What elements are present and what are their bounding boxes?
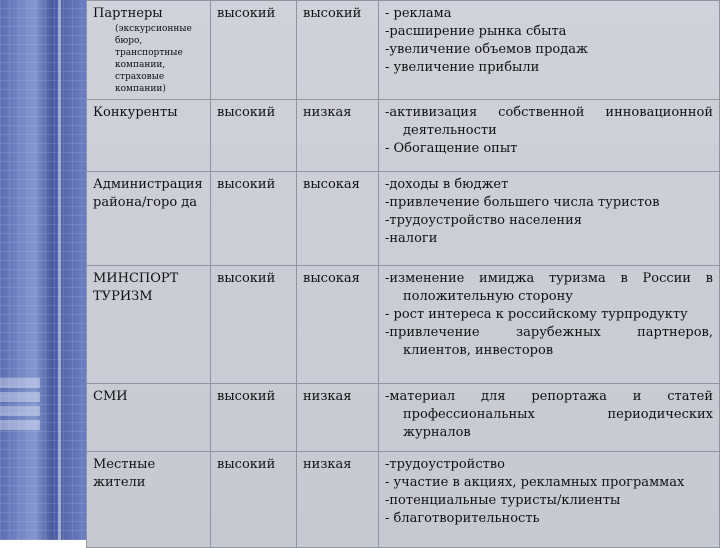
decorative-sidebar	[0, 0, 86, 540]
table-row	[87, 1, 720, 100]
stakeholder-name-cell	[87, 100, 211, 172]
power-cell: высокий	[211, 266, 297, 384]
power-cell: высокий	[211, 172, 297, 266]
effect-item: -налоги	[385, 231, 438, 246]
stakeholder-name: СМИ	[93, 389, 128, 404]
stakeholder-name-cell	[87, 172, 211, 266]
effect-item: - реклама	[385, 6, 452, 21]
effect-item: - благотворительность	[385, 511, 540, 526]
sidebar-block	[0, 392, 40, 402]
effects-cell	[379, 266, 720, 384]
effect-item: -материал для репортажа и статей профессиональных периодических журналов	[385, 389, 713, 440]
effects-cell	[379, 384, 720, 452]
effect-item: -трудоустройство	[385, 457, 505, 472]
stakeholder-name-cell	[87, 266, 211, 384]
table-row	[87, 452, 720, 548]
effect-item: -увеличение объемов продаж	[385, 42, 588, 57]
stakeholder-name-detail: (экскурсионные бюро, транспортные компании, страховые компании)	[115, 24, 192, 94]
table-row	[87, 266, 720, 384]
effect-item: -активизация собственной инновационной деятельности	[385, 105, 713, 138]
table-row	[87, 100, 720, 172]
effect-item: - рост интереса к российскому турпродукту	[385, 307, 688, 322]
interest-cell: низкая	[297, 384, 379, 452]
interest-cell: низкая	[297, 100, 379, 172]
stakeholder-table	[86, 0, 720, 548]
interest-cell: высокий	[297, 1, 379, 100]
stakeholder-name: Администрация района/горо да	[93, 177, 203, 210]
effect-item: - увеличение прибыли	[385, 60, 540, 75]
effect-item: -изменение имиджа туризма в России в положительную сторону	[385, 271, 713, 304]
effect-item: -трудоустройство населения	[385, 213, 582, 228]
interest-cell: высокая	[297, 266, 379, 384]
table-row	[87, 172, 720, 266]
power-cell: высокий	[211, 452, 297, 548]
effect-item: - Обогащение опыт	[385, 141, 518, 156]
effect-item: -доходы в бюджет	[385, 177, 509, 192]
stakeholder-name: МИНСПОРТ ТУРИЗМ	[93, 271, 179, 304]
interest-cell: низкая	[297, 452, 379, 548]
stakeholder-name-cell	[87, 1, 211, 100]
effect-item: -привлечение зарубежных партнеров, клиентов, инвесторов	[385, 325, 713, 358]
stakeholder-name: Конкуренты	[93, 105, 178, 120]
effects-cell	[379, 100, 720, 172]
effects-cell	[379, 172, 720, 266]
table-row	[87, 384, 720, 452]
stakeholder-name: Местные жители	[93, 457, 156, 490]
effect-item: - участие в акциях, рекламных программах	[385, 475, 685, 490]
effect-item: -расширение рынка сбыта	[385, 24, 567, 39]
effect-item: -потенциальные туристы/клиенты	[385, 493, 621, 508]
stakeholder-name: Партнеры	[93, 6, 163, 21]
sidebar-block	[0, 420, 40, 430]
stakeholder-name-cell	[87, 384, 211, 452]
effects-cell	[379, 1, 720, 100]
effects-cell	[379, 452, 720, 548]
sidebar-block	[0, 406, 40, 416]
power-cell: высокий	[211, 1, 297, 100]
sidebar-stripe	[58, 0, 61, 540]
power-cell: высокий	[211, 384, 297, 452]
power-cell: высокий	[211, 100, 297, 172]
effect-item: -привлечение большего числа туристов	[385, 195, 660, 210]
stakeholder-name-cell	[87, 452, 211, 548]
sidebar-block	[0, 378, 40, 388]
interest-cell: высокая	[297, 172, 379, 266]
